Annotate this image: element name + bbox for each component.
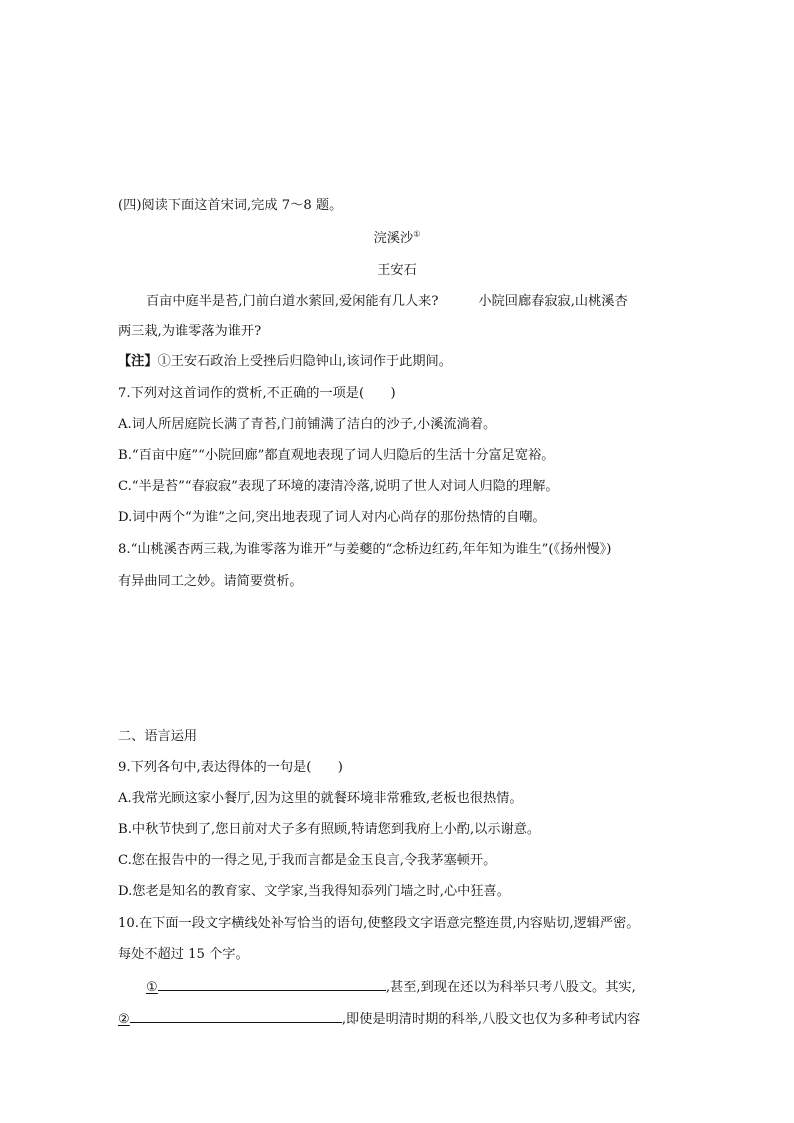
poem-body-line2: 两三栽,为谁零落为谁开? xyxy=(118,324,262,339)
q8-line2: 有异曲同工之妙。请简要赏析。 xyxy=(118,574,303,589)
poem-lower-stanza-start: 小院回廊春寂寂,山桃溪杏 xyxy=(478,294,628,309)
answer-blank-2[interactable] xyxy=(130,1008,342,1023)
answer-blank-1[interactable] xyxy=(158,976,386,991)
q7-option-b: B.“百亩中庭”“小院回廊”都直观地表现了词人归隐后的生活十分富足宽裕。 xyxy=(118,448,555,463)
q9-option-a: A.我常光顾这家小餐厅,因为这里的就餐环境非常雅致,老板也很热情。 xyxy=(118,791,523,806)
section2-heading: 二、语言运用 xyxy=(118,729,198,744)
poem-title-note-marker: ① xyxy=(413,229,421,239)
q10-passage-line1 xyxy=(146,976,794,998)
note-text: ①王安石政治上受挫后归隐钟山,该词作于此期间。 xyxy=(157,354,452,369)
q9-option-c: C.您在报告中的一得之见,于我而言都是金玉良言,令我茅塞顿开。 xyxy=(118,853,497,868)
q9-option-b: B.中秋节快到了,您日前对犬子多有照顾,特请您到我府上小酌,以示谢意。 xyxy=(118,822,541,837)
note-label: 【注】 xyxy=(118,354,158,369)
q7-stem: 7.下列对这首词作的赏析,不正确的一项是( ) xyxy=(118,386,396,401)
q8-line1: 8.“山桃溪杏两三栽,为谁零落为谁开”与姜夔的“念桥边红药,年年知为谁生”(《扬州慢》) xyxy=(118,542,612,557)
q9-stem: 9.下列各句中,表达得体的一句是( ) xyxy=(118,760,343,775)
section4-intro: (四)阅读下面这首宋词,完成 7～8 题。 xyxy=(118,198,343,213)
poem-author: 王安石 xyxy=(377,263,417,278)
poem-title: 浣溪沙 xyxy=(373,231,414,246)
poem-note xyxy=(118,352,794,372)
q7-option-d: D.词中两个“为谁”之问,突出地表现了词人对内心尚存的那份热情的自嘲。 xyxy=(118,510,546,525)
q7-option-c: C.“半是苔”“春寂寂”表现了环境的凄清冷落,说明了世人对词人归隐的理解。 xyxy=(118,479,559,494)
q10-passage-text2: ,即使是明清时期的科举,八股文也仅为多种考试内容 xyxy=(341,1012,641,1027)
poem-upper-stanza: 百亩中庭半是苔,门前白道水萦回,爱闲能有几人来? xyxy=(146,294,439,309)
q7-option-a: A.词人所居庭院长满了青苔,门前铺满了洁白的沙子,小溪流淌着。 xyxy=(118,417,497,432)
poem-title-line xyxy=(0,229,794,249)
poem-body-line1 xyxy=(146,292,794,312)
q9-option-d: D.您老是知名的教育家、文学家,当我得知忝列门墙之时,心中狂喜。 xyxy=(118,884,510,899)
q10-line1: 10.在下面一段文字横线处补写恰当的语句,使整段文字语意完整连贯,内容贴切,逻辑严密。 xyxy=(118,916,640,931)
q10-line2: 每处不超过 15 个字。 xyxy=(118,947,249,962)
blank2-marker: ② xyxy=(118,1012,130,1027)
blank1-marker: ① xyxy=(146,980,158,995)
q10-passage-line2 xyxy=(118,1008,794,1030)
q10-passage-text1: ,甚至,到现在还以为科举只考八股文。其实, xyxy=(385,980,636,995)
